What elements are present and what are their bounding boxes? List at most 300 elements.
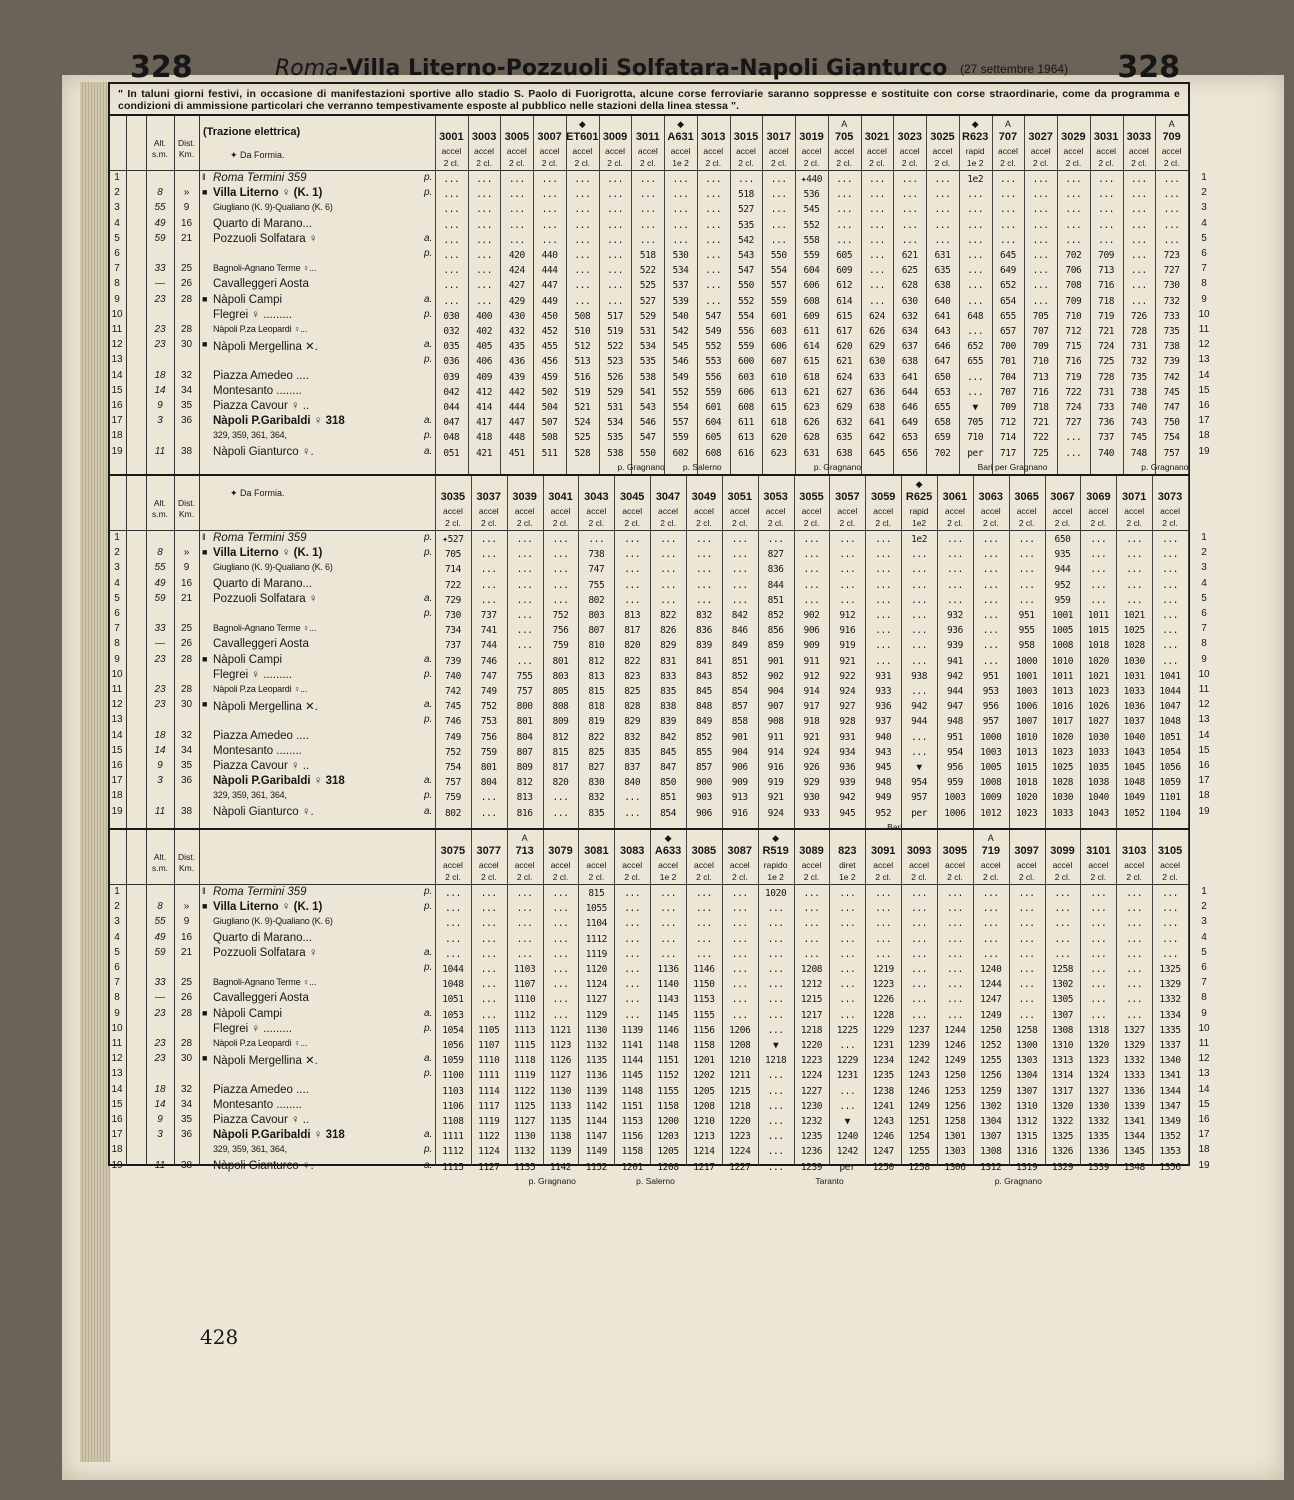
row-line-number: 17 [111,415,123,427]
train-symbol: ◆ [578,119,586,129]
departure-time: ... [934,189,951,201]
train-number: 3031 [1093,131,1119,143]
row-line-number-right: 16 [1198,1114,1210,1125]
departure-time: 1127 [549,1070,572,1082]
departure-time: 559 [803,250,820,261]
departure-time: ... [982,625,999,637]
departure-time: 546 [672,356,689,368]
departure-time: ... [875,640,892,652]
train-type: accel [514,860,535,870]
train-type: accel [768,146,789,156]
departure-time: ... [803,933,820,945]
departure-time: ... [695,918,712,930]
train-number: 3003 [471,131,497,143]
departure-time: ... [516,579,533,591]
departure-time: 1038 [1087,777,1109,789]
departure-time: 722 [1065,386,1082,398]
traction-label: (Trazione elettrica) [203,126,301,138]
station-row [110,1038,1210,1054]
departure-time: 832 [695,610,712,621]
departure-time: ... [999,189,1016,201]
row-distance: 21 [180,592,193,604]
departure-time: ... [839,948,856,960]
departure-time: 1139 [621,1024,643,1036]
departure-time: 1258 [908,1161,930,1173]
departure-time: 435 [508,341,525,353]
departure-time: 1030 [1051,792,1074,804]
departure-time: 706 [1065,265,1082,277]
departure-time: 1228 [872,1009,894,1021]
row-line-number: 17 [111,775,123,787]
departure-time: 825 [588,746,605,758]
departure-time: 1330 [1087,1100,1109,1112]
departure-time: 944 [946,686,963,697]
departure-time: 732 [1163,295,1180,307]
departure-time: 832 [588,792,605,804]
departure-time: 1003 [1015,686,1038,697]
departure-time: ... [1090,594,1107,606]
row-altitude: 33 [154,623,166,635]
departure-time: ... [695,903,712,915]
departure-time: 450 [541,310,558,322]
departure-time: 631 [803,447,820,459]
departure-time: 1334 [1159,1009,1181,1021]
title-main: -Villa Literno-Pozzuoli Solfatara-Napoli Gianturco [338,56,948,81]
departure-time: 1054 [1159,746,1181,758]
departure-time: 1201 [621,1161,643,1173]
departure-time: 605 [836,250,853,261]
departure-time: 448 [508,432,525,444]
book-page-edges [80,82,110,1462]
departure-time: 721 [1098,326,1115,337]
departure-time: 912 [803,670,820,682]
train-class: 2 cl. [541,158,558,168]
departure-time: 1246 [908,1085,930,1097]
departure-time: 812 [552,731,569,743]
departure-time: ... [731,918,748,930]
row-line-number-right: 17 [1198,1129,1210,1141]
train-number: 3039 [512,491,537,503]
train-class: 2 cl. [552,518,569,528]
departure-time: ... [911,594,928,606]
departure-time: 1003 [980,746,1002,758]
station-row [110,805,1210,822]
departure-time: 606 [738,386,754,398]
departure-time: 1258 [944,1116,966,1127]
departure-time: 708 [1065,280,1082,292]
departure-time: 1353 [1159,1146,1181,1158]
departure-time: 707 [1032,326,1049,337]
train-number: 3087 [727,845,752,857]
departure-time: ... [695,564,712,576]
departure-time: 1112 [513,1009,536,1021]
station-row [110,1083,1210,1100]
departure-time: ... [946,994,963,1006]
departure-time: 1119 [585,948,607,960]
departure-time: ... [624,903,641,915]
arrival-departure: a. [424,699,433,711]
departure-time: 1322 [1051,1116,1074,1127]
departure-time: 1203 [657,1131,679,1143]
departure-time: ... [624,979,641,991]
row-line-number-right: 7 [1201,263,1207,275]
departure-time: 1302 [1051,979,1074,991]
departure-time: ... [672,189,689,201]
departure-time: ... [982,888,999,899]
row-marker: ■ [202,339,208,350]
departure-time: 620 [836,341,853,353]
row-line-number-right: 1 [1201,532,1207,543]
departure-time: 719 [1065,371,1082,383]
departure-time: 1020 [1015,792,1038,804]
departure-time: 1254 [908,1131,930,1143]
train-class: 2 cl. [869,158,885,168]
departure-time: ... [803,549,820,561]
departure-time: ... [1090,918,1107,930]
departure-time: 1247 [980,994,1002,1006]
departure-time: 738 [588,549,605,561]
arrival-departure: a. [424,1007,433,1019]
row-line-number-right: 9 [1201,653,1207,665]
departure-time: 1242 [836,1146,858,1158]
departure-time: 649 [999,265,1016,277]
departure-time: 722 [1032,432,1049,444]
departure-time: 430 [508,310,525,322]
departure-time: ... [624,964,641,975]
departure-time: 523 [607,356,624,368]
departure-time: 536 [803,189,820,201]
train-class: 2 cl. [1032,158,1049,168]
departure-time: 725 [1032,447,1049,459]
departure-time: 559 [770,295,787,307]
alt-header: Alt. s.m. [151,138,169,159]
departure-time: 605 [705,432,722,444]
train-symbol: A [1004,119,1011,129]
departure-time: ... [767,948,784,960]
train-type: accel [1088,506,1109,516]
departure-time: ... [541,234,558,246]
row-altitude: 9 [157,400,163,411]
departure-time: 705 [1032,310,1049,322]
departure-time: 1133 [549,1100,572,1112]
departure-time: ... [508,234,525,246]
row-line-number-right: 8 [1201,638,1207,650]
departure-time: 1304 [980,1116,1002,1127]
departure-time: 1223 [729,1131,751,1143]
train-class: 2 cl. [947,872,963,882]
train-symbol [468,118,501,130]
departure-time: 710 [1065,310,1082,322]
departure-time: 552 [803,219,820,231]
departure-time: 709 [999,402,1016,413]
departure-time: ... [516,933,533,945]
departure-time: 1001 [1051,610,1074,621]
departure-time: 1143 [657,994,679,1006]
departure-time: 1158 [657,1100,679,1112]
departure-time: 713 [1098,265,1115,277]
departure-time: ... [767,1161,784,1173]
departure-time: 1043 [1087,807,1109,819]
departure-time: 657 [999,326,1016,337]
row-line-number: 1 [114,886,120,897]
dist-header: Dist. Km. [178,138,195,159]
departure-time: 948 [946,716,963,728]
departure-time: 1251 [908,1116,930,1127]
departure-time: ... [982,655,999,667]
departure-time: ... [767,933,784,945]
departure-time: 839 [660,716,677,728]
row-line-number-right: 2 [1201,187,1207,199]
departure-time: 630 [901,295,918,307]
departure-time: ... [911,994,928,1006]
row-line-number: 2 [114,901,120,913]
train-class: 2 cl. [588,518,605,528]
departure-time: 1246 [944,1040,966,1051]
departure-time: 1146 [693,964,715,975]
departure-time: 030 [443,310,460,322]
departure-time: ▼ [972,402,978,413]
departure-time: 1043 [1123,746,1145,758]
departure-time: ... [476,234,493,246]
departure-time: 1305 [1051,994,1074,1006]
station-row [110,775,1210,791]
departure-time: 822 [588,731,605,743]
row-line-number: 11 [111,1038,123,1049]
dist-header: Dist. Km. [178,498,195,519]
departure-time: ... [476,174,493,185]
train-number: 3071 [1121,491,1147,503]
departure-time: ... [552,579,569,591]
departure-time: ... [839,1085,856,1097]
departure-time: ... [946,964,963,975]
column-footnote: p. Gragnano [528,1175,576,1186]
departure-time: ... [1130,295,1147,307]
departure-time: ... [1126,1009,1143,1021]
departure-time: 815 [588,686,605,697]
row-distance: 28 [180,1007,193,1019]
departure-time: 635 [836,432,853,444]
row-altitude: — [155,992,165,1004]
column-footnote: p. Gragnano [1141,461,1189,472]
departure-time: ... [443,295,460,307]
row-line-number-right: 8 [1201,992,1207,1004]
departure-time: 1208 [729,1040,751,1051]
departure-time: ... [639,189,656,201]
departure-time: 953 [982,686,999,697]
train-symbol [614,478,650,490]
departure-time: ... [1162,579,1179,591]
departure-time: 1243 [872,1116,894,1127]
departure-time: ... [695,534,712,545]
departure-time: 614 [836,295,853,307]
departure-time: 744 [480,640,497,652]
train-symbol [973,478,1009,490]
departure-time: 721 [1032,417,1049,429]
arrival-departure: a. [424,775,433,787]
departure-time: 655 [999,310,1016,322]
departure-time: 951 [1018,610,1035,621]
departure-time: ... [1098,219,1115,231]
departure-time: 459 [541,371,558,383]
departure-time: ... [1018,888,1035,899]
departure-time: ... [767,1085,784,1097]
departure-time: ... [1162,625,1179,637]
station-row [110,760,1210,776]
departure-time: 429 [508,295,525,307]
row-line-number-right: 10 [1198,308,1210,320]
train-type: accel [658,860,678,870]
departure-time: 738 [1130,386,1147,398]
departure-time: ... [443,265,460,277]
departure-time: ... [1162,534,1179,545]
departure-time: ... [480,903,497,915]
departure-time: 916 [767,762,784,773]
row-marker: ‖ [202,886,206,896]
departure-time: ... [1018,564,1035,576]
departure-time: ... [967,189,984,201]
departure-time: 812 [516,777,533,789]
departure-time: 922 [839,670,856,682]
row-distance: 21 [180,232,193,244]
departure-time: 1244 [944,1024,966,1036]
departure-time: 635 [934,265,951,277]
arrival-departure: p. [424,608,433,619]
departure-time: 825 [624,686,641,697]
departure-time: 1122 [513,1085,536,1097]
departure-time: ... [1126,979,1143,991]
title-prefix: Roma [275,56,339,81]
departure-time: ... [982,640,999,652]
departure-time: ... [1065,234,1082,246]
row-line-number: 19 [111,805,123,817]
train-symbol [631,118,664,130]
departure-time: ... [660,549,677,561]
departure-time: 745 [1163,386,1180,398]
row-line-number-right: 15 [1198,1098,1210,1110]
station-name: Nàpoli Campi [213,1007,283,1020]
departure-time: ... [552,903,569,915]
train-class: 2 cl. [934,158,951,168]
departure-time: 734 [444,625,461,637]
departure-time: 843 [695,670,712,682]
departure-time: 1144 [621,1055,643,1067]
departure-time: 1236 [800,1146,823,1158]
departure-time: ... [901,189,918,201]
header-rule [110,884,1188,885]
departure-time: 1059 [1159,777,1181,789]
departure-time: 644 [901,386,918,398]
row-line-number-right: 17 [1198,775,1210,787]
departure-time: 936 [839,762,856,773]
train-symbol [1116,478,1152,490]
departure-time: 1149 [585,1146,607,1158]
station-name: Nàpoli P.Garibaldi ♀ 318 [213,415,345,428]
page-footer-number: 428 [200,1325,239,1349]
departure-time: 1056 [442,1040,464,1051]
departure-time: 911 [767,731,784,743]
departure-time: 538 [607,447,624,459]
row-line-number: 16 [111,400,123,411]
departure-time: 1250 [872,1161,894,1173]
departure-time: 936 [946,625,963,637]
train-class: 2 cl. [1090,872,1107,882]
row-distance: 32 [180,1083,193,1095]
departure-time: ... [1090,979,1107,991]
row-line-number-right: 1 [1201,886,1207,897]
departure-time: ... [967,265,984,277]
departure-time: ... [911,1009,928,1021]
departure-time: 607 [770,356,787,368]
arrival-departure: p. [424,886,433,897]
departure-time: ... [836,234,853,246]
station-name: Nàpoli Campi [213,653,283,666]
departure-time: ... [607,265,624,277]
train-symbol [471,832,507,844]
departure-time: per [839,1161,856,1173]
departure-time: 1049 [1123,792,1145,804]
departure-time: 1240 [836,1131,858,1143]
train-type: accel [801,860,822,870]
departure-time: 804 [480,777,497,789]
departure-time: ... [607,174,624,185]
station-name: Bagnoli-Agnano Terme ♀... [213,623,317,634]
train-symbol [722,478,758,490]
departure-time: 841 [695,655,712,667]
departure-time: ... [541,189,558,201]
departure-time: 451 [508,447,525,459]
departure-time: 1329 [1123,1040,1145,1051]
station-row [110,668,1210,685]
row-line-number: 7 [114,623,120,635]
departure-time: 716 [1032,386,1049,398]
row-line-number-right: 13 [1198,354,1210,366]
departure-time: 1132 [585,1040,607,1051]
departure-time: 856 [767,625,784,637]
departure-time: 803 [588,610,605,621]
departure-time: ... [982,610,999,621]
departure-time: 757 [444,777,461,789]
departure-time: ... [1018,948,1035,960]
departure-time: 436 [508,356,525,368]
train-type: accel [1160,860,1180,870]
departure-time: ... [868,295,885,307]
train-number: 719 [981,845,1000,857]
departure-time: 617 [836,326,853,337]
departure-time: ... [911,979,928,991]
departure-time: 623 [803,402,820,413]
departure-time: ... [624,807,641,819]
departure-time: 842 [731,610,748,621]
arrival-departure: a. [424,946,433,958]
column-footnote: p. Gragnano [813,461,862,472]
train-symbol [937,832,973,844]
row-line-number: 15 [111,384,123,396]
departure-time: ... [731,948,748,960]
departure-time: ... [868,189,885,201]
station-row [110,744,1210,761]
station-name: Piazza Cavour ♀ .. [213,1114,310,1126]
departure-time: 838 [660,701,677,713]
row-line-number: 18 [111,430,123,442]
departure-time: ... [624,994,641,1006]
departure-time: 502 [541,386,558,398]
train-number: 3103 [1121,845,1147,857]
departure-time: 529 [607,386,624,398]
departure-time: 752 [552,610,569,621]
train-class: 1e2 [911,518,927,528]
train-type: accel [1128,146,1149,156]
departure-time: 700 [999,341,1016,353]
